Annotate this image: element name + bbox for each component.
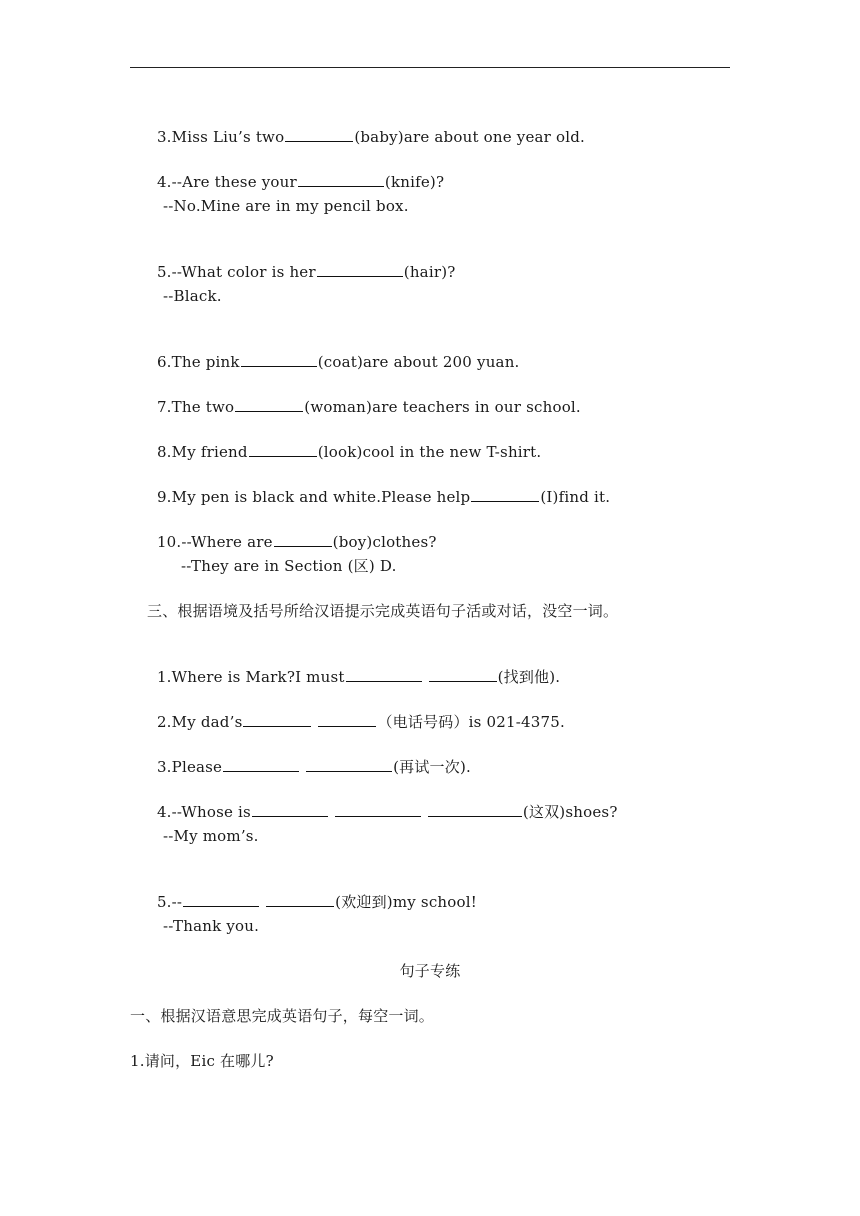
answer-blank[interactable] [335,801,421,817]
question-5: 5.--What color is her (hair)? [156,263,456,281]
answer-blank[interactable] [249,441,317,457]
answer-blank[interactable] [241,351,317,367]
part3-question-4-reply: --My mom’s. [163,827,259,845]
answer-blank[interactable] [183,891,259,907]
question-10: 10.--Where are (boy)clothes? [156,533,437,551]
answer-blank[interactable] [252,801,328,817]
section-heading-1: 一、根据汉语意思完成英语句子，每空一词。 [130,1007,435,1025]
answer-blank[interactable] [274,531,332,547]
answer-blank[interactable] [306,756,392,772]
answer-blank[interactable] [429,666,497,682]
answer-blank[interactable] [346,666,422,682]
answer-blank[interactable] [285,126,353,142]
question-8: 8.My friend (look)cool in the new T-shirt. [156,443,542,461]
answer-blank[interactable] [243,711,311,727]
section-heading-3: 三、根据语境及括号所给汉语提示完成英语句子活或对话，没空一词。 [147,602,619,620]
answer-blank[interactable] [266,891,334,907]
question-4-reply: --No.Mine are in my pencil box. [163,197,409,215]
part3-question-4: 4.--Whose is (这双)shoes? [156,803,618,821]
header-rule [130,67,730,68]
question-10-reply: --They are in Section (区) D. [181,557,397,575]
question-7: 7.The two (woman)are teachers in our school. [156,398,581,416]
answer-blank[interactable] [428,801,522,817]
question-3: 3.Miss Liu’s two (baby)are about one year old. [156,128,586,146]
answer-blank[interactable] [471,486,539,502]
answer-blank[interactable] [318,711,376,727]
question-6: 6.The pink (coat)are about 200 yuan. [156,353,520,371]
part3-question-3: 3.Please (再试一次). [156,758,471,776]
answer-blank[interactable] [317,261,403,277]
answer-blank[interactable] [223,756,299,772]
sentence-question-1: 1.请问，Eic 在哪儿? [130,1052,274,1070]
question-5-reply: --Black. [163,287,222,305]
part3-question-1: 1.Where is Mark?I must (找到他). [156,668,561,686]
question-4: 4.--Are these your (knife)? [156,173,445,191]
section-title: 句子专练 [399,962,461,980]
part3-question-2: 2.My dad’s （电话号码）is 021-4375. [156,713,565,731]
answer-blank[interactable] [235,396,303,412]
part3-question-5-reply: --Thank you. [163,917,260,935]
question-9: 9.My pen is black and white.Please help (I)find it. [156,488,611,506]
answer-blank[interactable] [298,171,384,187]
part3-question-5: 5.-- (欢迎到)my school! [156,893,477,911]
